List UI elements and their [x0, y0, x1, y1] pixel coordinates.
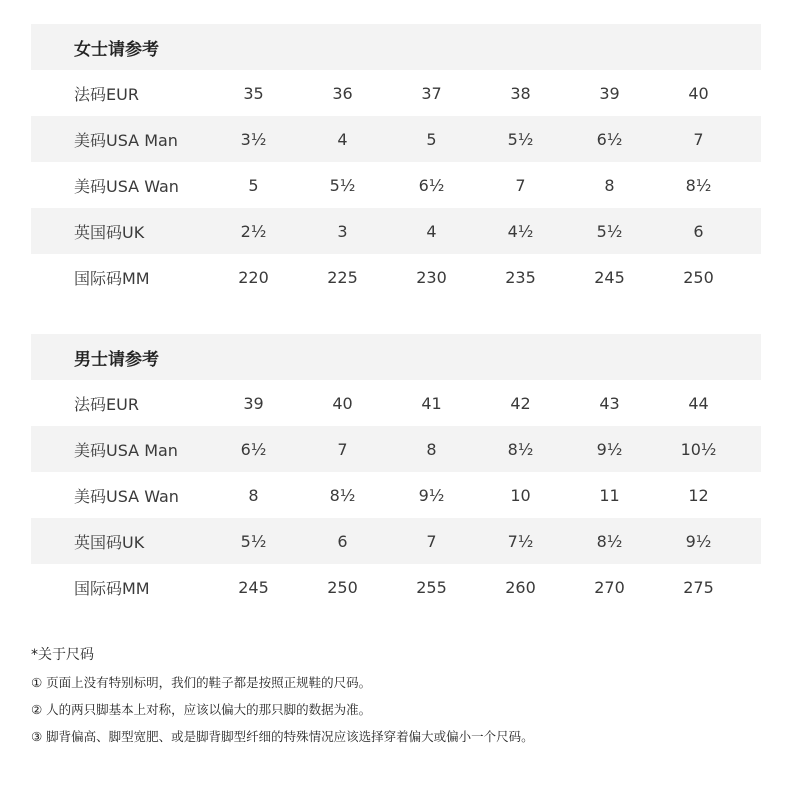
- size-cell: 8½: [685, 175, 712, 195]
- size-cell: 36: [332, 83, 353, 103]
- size-cell: 7½: [507, 531, 534, 551]
- size-cell: 4: [337, 129, 348, 149]
- size-cell: 40: [332, 393, 353, 413]
- table-row: [31, 162, 761, 208]
- table-row: [31, 254, 761, 300]
- size-cell: 6½: [418, 175, 445, 195]
- row-label: 法码EUR: [74, 394, 139, 414]
- size-cell: 3½: [240, 129, 267, 149]
- size-cell: 5½: [596, 221, 623, 241]
- size-cell: 5: [426, 129, 437, 149]
- table-row: [31, 116, 761, 162]
- table-row: [31, 70, 761, 116]
- size-cell: 40: [688, 83, 709, 103]
- note-item: ② 人的两只脚基本上对称，应该以偏大的那只脚的数据为准。: [31, 702, 372, 717]
- row-label: 美码USA Man: [74, 440, 178, 460]
- row-label: 法码EUR: [74, 84, 139, 104]
- note-item: ① 页面上没有特别标明，我们的鞋子都是按照正规鞋的尺码。: [31, 675, 372, 690]
- size-cell: 6½: [596, 129, 623, 149]
- table-row: [31, 564, 761, 610]
- size-cell: 250: [683, 267, 714, 287]
- row-label: 美码USA Wan: [74, 176, 179, 196]
- women-section-title: 女士请参考: [31, 24, 761, 70]
- size-cell: 8½: [507, 439, 534, 459]
- size-cell: 7: [693, 129, 704, 149]
- size-cell: 8: [248, 485, 259, 505]
- size-cell: 39: [599, 83, 620, 103]
- size-cell: 275: [683, 577, 714, 597]
- size-cell: 9½: [418, 485, 445, 505]
- size-cell: 8: [426, 439, 437, 459]
- row-label: 英国码UK: [74, 532, 145, 552]
- size-cell: 225: [327, 267, 358, 287]
- size-cell: 10½: [680, 439, 717, 459]
- men-size-table: [31, 334, 761, 610]
- size-cell: 12: [688, 485, 709, 505]
- women-size-table: [31, 24, 761, 300]
- size-cell: 7: [426, 531, 437, 551]
- table-row: [31, 208, 761, 254]
- size-cell: 4½: [507, 221, 534, 241]
- size-cell: 37: [421, 83, 442, 103]
- size-cell: 35: [243, 83, 264, 103]
- size-cell: 5½: [240, 531, 267, 551]
- row-label: 英国码UK: [74, 222, 145, 242]
- size-cell: 250: [327, 577, 358, 597]
- size-cell: 43: [599, 393, 620, 413]
- size-notes: [31, 644, 761, 754]
- size-cell: 7: [515, 175, 526, 195]
- size-cell: 235: [505, 267, 536, 287]
- size-cell: 6: [693, 221, 704, 241]
- table-row: [31, 426, 761, 472]
- note-item: ③ 脚背偏高、脚型宽肥、或是脚背脚型纤细的特殊情况应该选择穿着偏大或偏小一个尺码。: [31, 729, 534, 744]
- table-row: [31, 472, 761, 518]
- size-cell: 39: [243, 393, 264, 413]
- notes-title: *关于尺码: [31, 647, 94, 663]
- size-cell: 260: [505, 577, 536, 597]
- size-cell: 220: [238, 267, 269, 287]
- row-label: 国际码MM: [74, 578, 150, 598]
- size-cell: 9½: [685, 531, 712, 551]
- men-section-title: 男士请参考: [31, 334, 761, 380]
- size-cell: 255: [416, 577, 447, 597]
- size-cell: 6½: [240, 439, 267, 459]
- size-cell: 230: [416, 267, 447, 287]
- row-label: 国际码MM: [74, 268, 150, 288]
- size-cell: 245: [238, 577, 269, 597]
- row-label: 美码USA Man: [74, 130, 178, 150]
- size-cell: 8½: [329, 485, 356, 505]
- table-row: [31, 518, 761, 564]
- size-cell: 4: [426, 221, 437, 241]
- size-cell: 42: [510, 393, 531, 413]
- size-cell: 5½: [329, 175, 356, 195]
- table-row: [31, 380, 761, 426]
- size-cell: 44: [688, 393, 709, 413]
- size-cell: 5½: [507, 129, 534, 149]
- size-cell: 38: [510, 83, 531, 103]
- size-cell: 41: [421, 393, 442, 413]
- size-cell: 245: [594, 267, 625, 287]
- size-cell: 10: [510, 485, 531, 505]
- size-cell: 6: [337, 531, 348, 551]
- size-cell: 8: [604, 175, 615, 195]
- size-cell: 7: [337, 439, 348, 459]
- size-cell: 3: [337, 221, 348, 241]
- size-cell: 270: [594, 577, 625, 597]
- size-cell: 9½: [596, 439, 623, 459]
- size-cell: 5: [248, 175, 259, 195]
- size-cell: 11: [599, 485, 620, 505]
- size-cell: 8½: [596, 531, 623, 551]
- row-label: 美码USA Wan: [74, 486, 179, 506]
- size-cell: 2½: [240, 221, 267, 241]
